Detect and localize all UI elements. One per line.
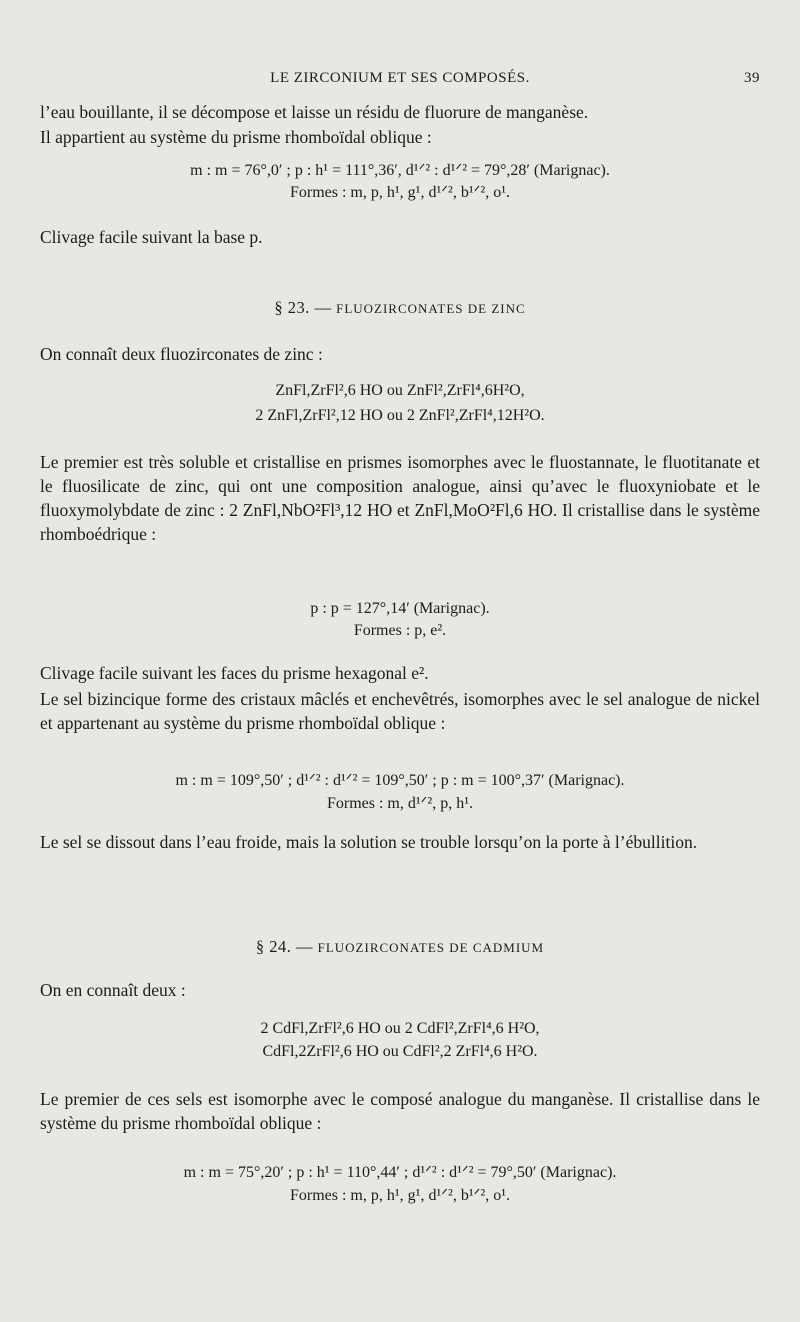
page-number: 39 — [744, 70, 760, 86]
section-title: FLUOZIRCONATES DE ZINC — [336, 301, 526, 316]
formula-line: CdFl,2ZrFl²,6 HO ou CdFl²,2 ZrFl⁴,6 H²O. — [262, 1043, 538, 1060]
paragraph-continuation: l’eau bouillante, il se décompose et laisse un résidu de fluorure de manganèse. — [40, 102, 589, 122]
section-heading-23 — [40, 296, 760, 321]
formula-line: ZnFl,ZrFl²,6 HO ou ZnFl²,ZrFl⁴,6H²O, — [275, 382, 525, 399]
cleavage-note: Clivage facile suivant les faces du prisme hexagonal e². — [40, 663, 429, 683]
paragraph-solubility: Le sel se dissout dans l’eau froide, mais la solution se trouble lorsqu’on la porte à l’ébullition. — [40, 832, 698, 852]
cleavage-note: Clivage facile suivant la base p. — [40, 227, 263, 247]
crystal-forms: Formes : p, e². — [353, 622, 447, 639]
paragraph-zinc-first — [40, 450, 760, 546]
section-number: § 24. — — [255, 937, 313, 956]
paragraph-text: 2 ZnFl,NbO²Fl³,12 HO et ZnFl,MoO²Fl,6 HO. Il cristallise dans le système rhomboédrique : — [40, 500, 760, 544]
formula-line: 2 ZnFl,ZrFl²,12 HO ou 2 ZnFl²,ZrFl⁴,12H²O. — [255, 407, 545, 424]
formula-line: 2 CdFl,ZrFl²,6 HO ou 2 CdFl²,ZrFl⁴,6 H²O, — [260, 1020, 540, 1037]
paragraph-system: Il appartient au système du prisme rhomboïdal oblique : — [40, 127, 432, 147]
crystal-angles: p : p = 127°,14′ (Marignac). — [310, 600, 490, 617]
running-title: LE ZIRCONIUM ET SES COMPOSÉS. — [270, 70, 530, 86]
section-intro: On en connaît deux : — [40, 980, 186, 1000]
crystal-forms: Formes : m, p, h¹, g¹, d¹ᐟ², b¹ᐟ², o¹. — [289, 1187, 510, 1204]
paragraph-cadmium: Le premier de ces sels est isomorphe avec le composé analogue du manganèse. Il cristallise dans le système du prisme rhomboïdal oblique : — [40, 1089, 760, 1133]
running-header — [40, 70, 760, 94]
crystal-forms: Formes : m, d¹ᐟ², p, h¹. — [326, 795, 474, 812]
section-title: FLUOZIRCONATES DE CADMIUM — [317, 940, 545, 955]
paragraph-text: Le premier est très soluble et cristallise en prismes isomorphes avec le fluostannate, le fluotitanate et le fluosilicate de zinc, qui ont une composition analogue, ainsi qu’avec le fluoxyniobate et le fluoxymolybdate de zinc : — [40, 452, 760, 520]
section-heading-24 — [40, 935, 760, 960]
paragraph-bizincique: Le sel bizincique forme des cristaux mâclés et enchevêtrés, isomorphes avec le sel analogue de nickel et appartenant au système du prisme rhomboïdal oblique : — [40, 689, 760, 733]
crystal-angles: m : m = 75°,20′ ; p : h¹ = 110°,44′ ; d¹ᐟ² : d¹ᐟ² = 79°,50′ (Marignac). — [183, 1164, 617, 1181]
section-number: § 23. — — [274, 298, 332, 317]
crystal-angles: m : m = 76°,0′ ; p : h¹ = 111°,36′, d¹ᐟ² : d¹ᐟ² = 79°,28′ (Marignac). — [190, 162, 610, 179]
section-intro: On connaît deux fluozirconates de zinc : — [40, 344, 323, 364]
crystal-angles: m : m = 109°,50′ ; d¹ᐟ² : d¹ᐟ² = 109°,50′ ; p : m = 100°,37′ (Marignac). — [175, 772, 625, 789]
crystal-forms: Formes : m, p, h¹, g¹, d¹ᐟ², b¹ᐟ², o¹. — [289, 184, 510, 201]
